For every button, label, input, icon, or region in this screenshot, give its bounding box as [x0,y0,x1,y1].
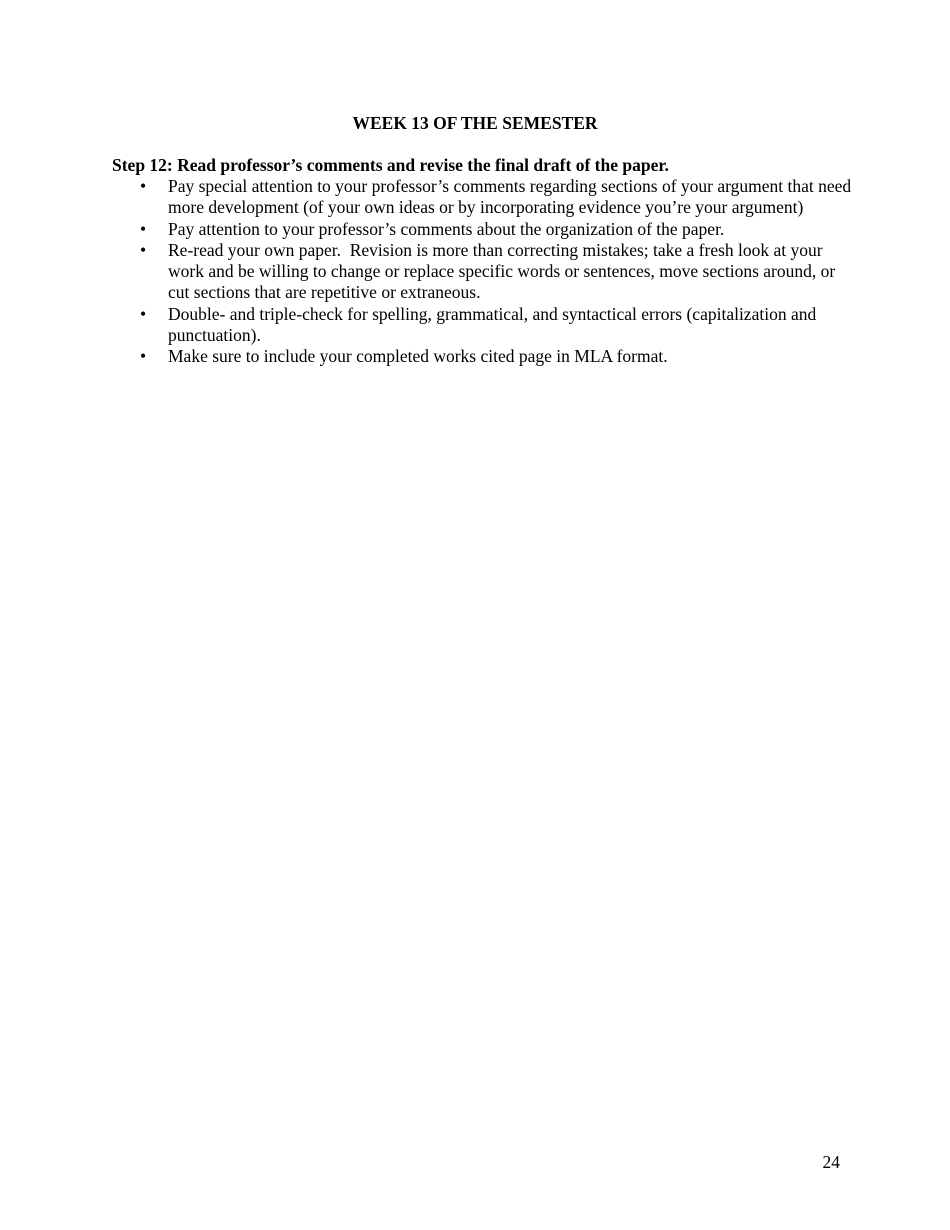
bullet-icon: • [140,303,147,324]
bullet-icon: • [140,218,147,239]
bullet-icon: • [140,239,147,260]
bullet-icon: • [140,346,147,367]
bullet-icon: • [140,176,147,196]
bullet-text: Pay attention to your professor’s comments about the organization of the paper. [168,218,725,239]
step-heading: Step 12: Read professor’s comments and revise the final draft of the paper. [112,155,669,175]
list-item [112,346,852,367]
bullet-text: Make sure to include your completed works cited page in MLA format. [168,346,668,367]
bullet-text: Pay special attention to your professor’s comments regarding sections of your argument that need more development (of your own ideas or by incorporating evidence you’re your argument) [168,176,852,218]
page-number: 24 [822,1152,840,1172]
list-item [112,176,852,219]
week-heading: WEEK 13 OF THE SEMESTER [352,113,598,133]
bullet-text: Re-read your own paper. Revision is more than correcting mistakes; take a fresh look at your work and be willing to change or replace specific words or sentences, move sections around, or cut sections that are repetitive or extraneous. [168,239,840,303]
bullet-text: Double- and triple-check for spelling, grammatical, and syntactical errors (capitalization and punctuation). [168,303,817,346]
step-bullet-list [112,176,852,368]
list-item [112,219,852,240]
list-item [112,240,852,304]
list-item [112,304,852,347]
